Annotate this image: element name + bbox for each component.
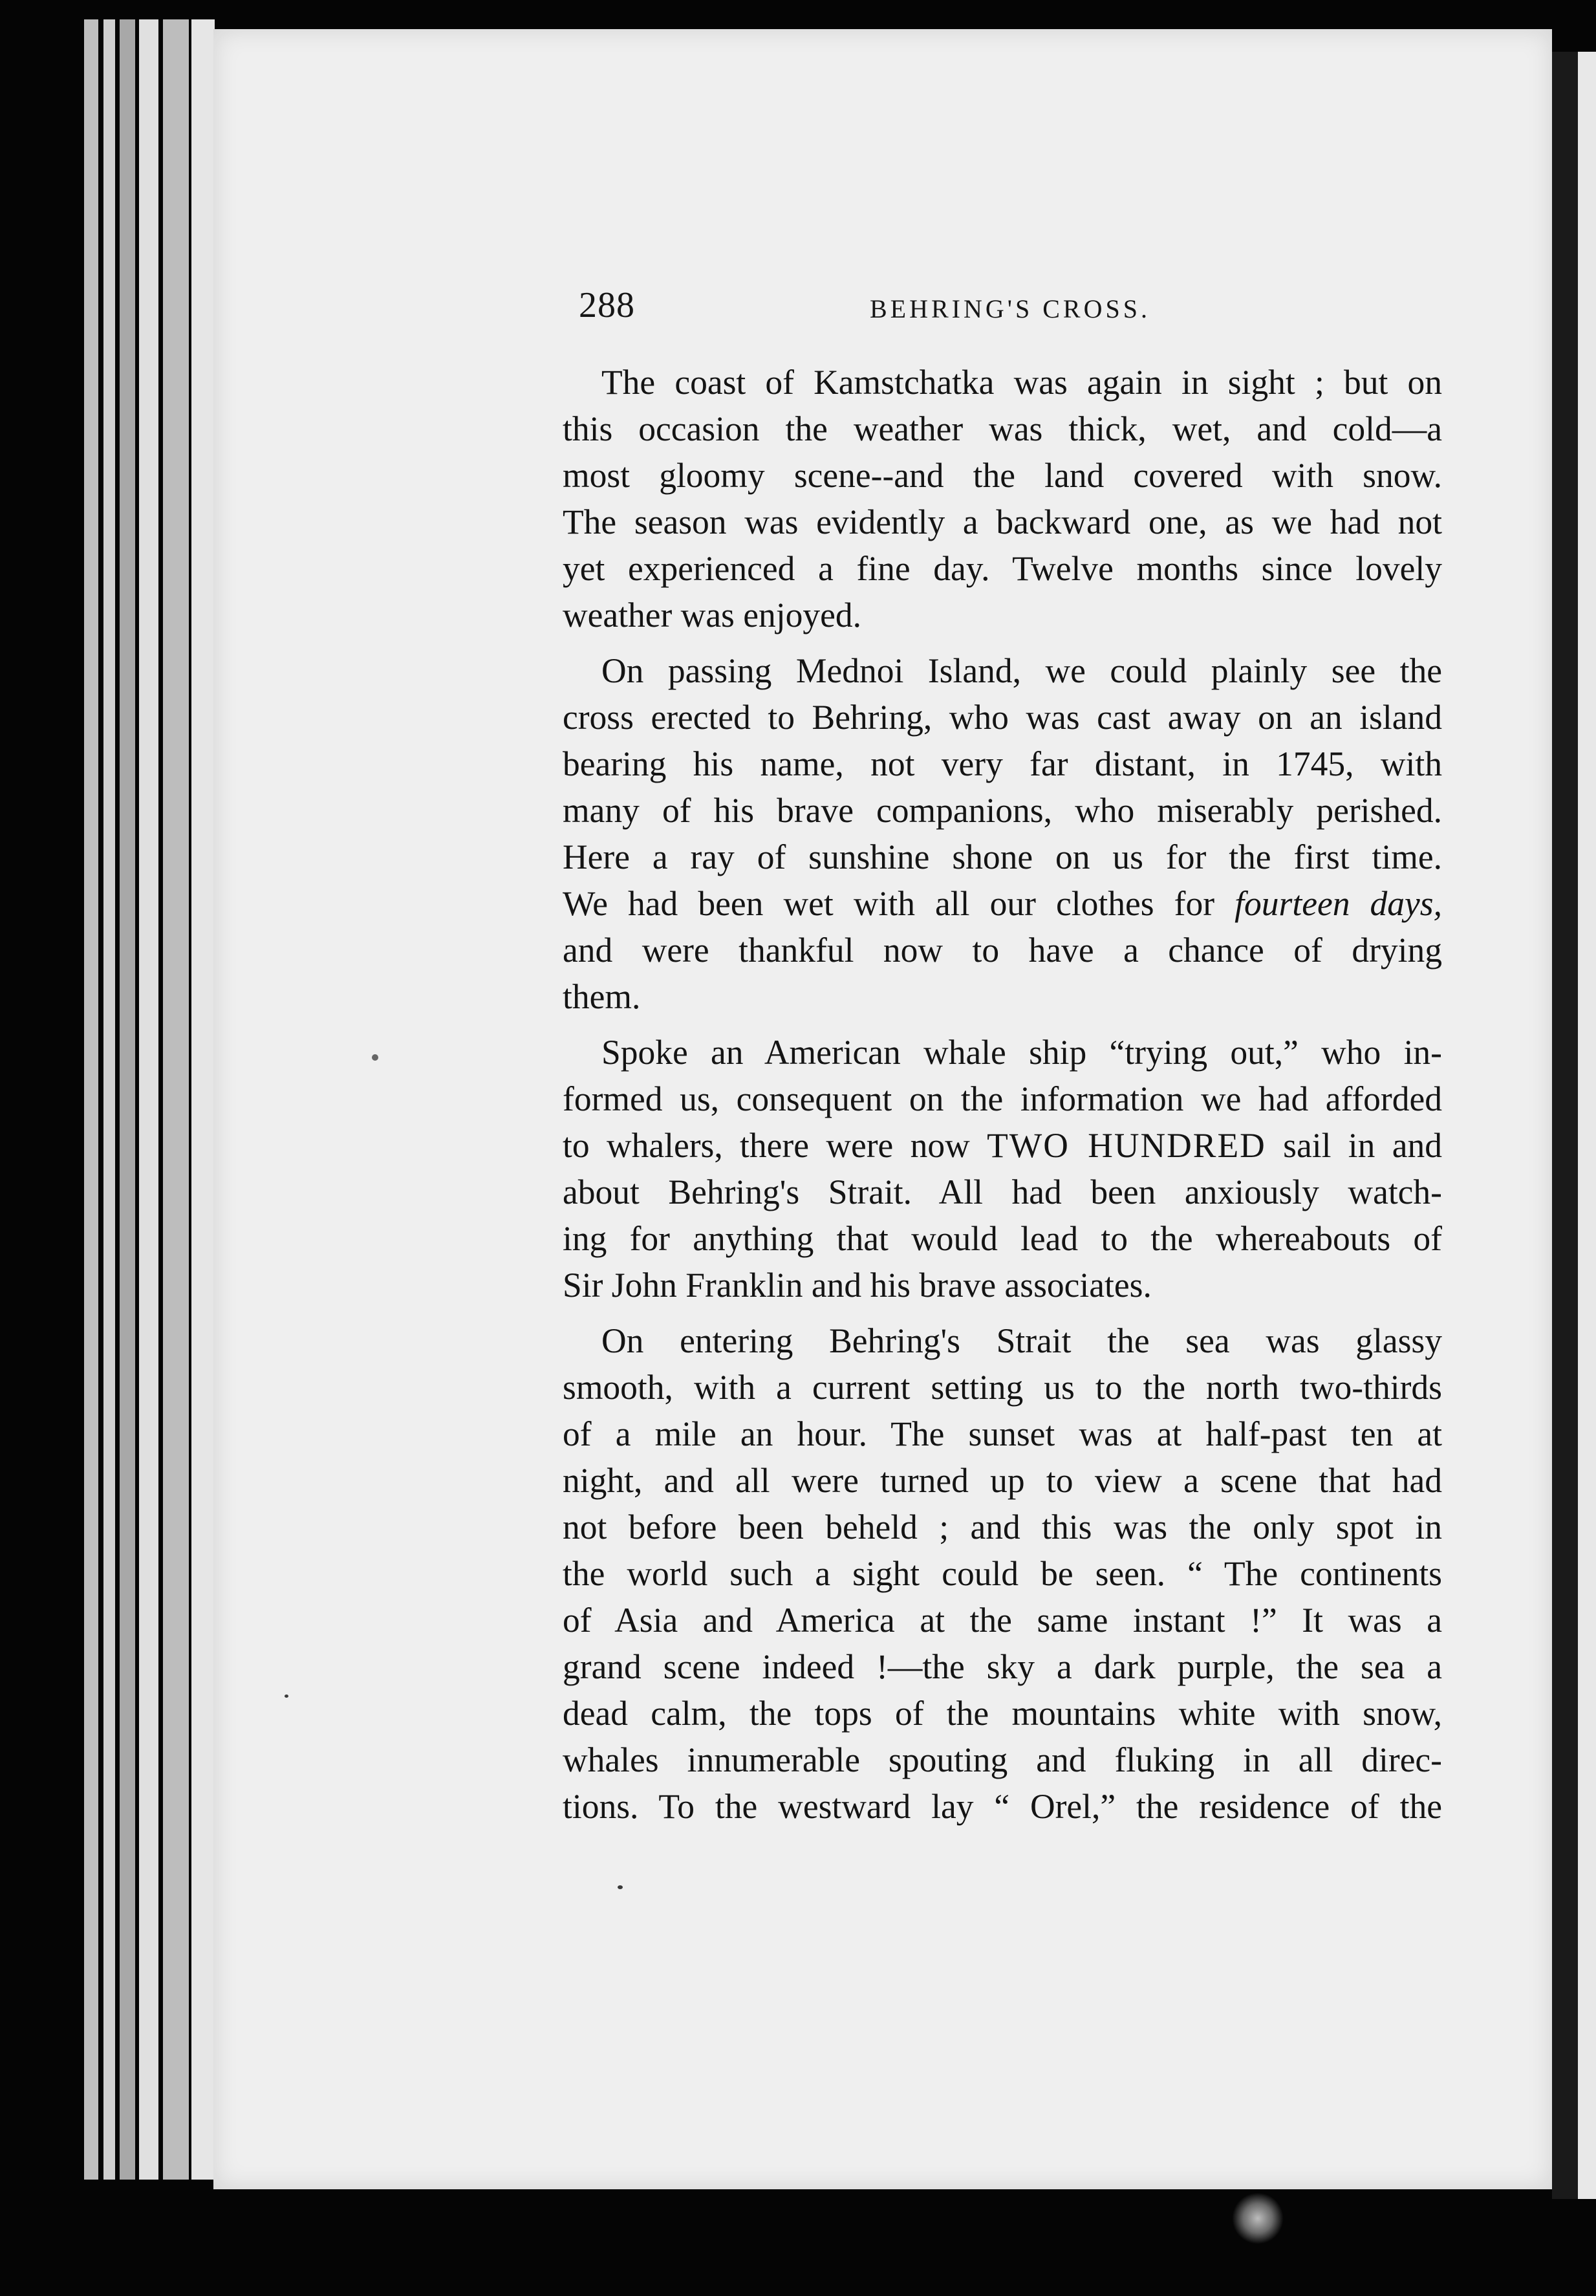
facing-page-edge bbox=[1578, 52, 1596, 2199]
scan-speck bbox=[285, 1695, 288, 1698]
body-text bbox=[563, 359, 1442, 1830]
running-head: BEHRING'S CROSS. bbox=[870, 294, 1150, 323]
text-line: dead calm, the tops of the mountains white with snow, bbox=[563, 1694, 1442, 1733]
text-line: about Behring's Strait. All had been anxiously watch- bbox=[563, 1173, 1442, 1211]
text-line: of a mile an hour. The sunset was at half-past ten at bbox=[563, 1414, 1442, 1453]
scan-speck bbox=[372, 1054, 378, 1061]
text-line: not before been beheld ; and this was the only spot in bbox=[563, 1508, 1442, 1546]
binding-shadow bbox=[1552, 52, 1578, 2199]
paragraph bbox=[563, 1317, 1442, 1830]
page-number: 288 bbox=[579, 285, 635, 325]
text-line: The coast of Kamstchatka was again in sight ; but on bbox=[601, 363, 1442, 402]
text-line: bearing his name, not very far distant, in 1745, with bbox=[563, 744, 1442, 783]
page-edge bbox=[103, 19, 115, 2180]
text-line: Spoke an American whale ship “trying out,” who in- bbox=[601, 1033, 1442, 1072]
text-fragment: sail in and bbox=[1283, 1126, 1443, 1165]
text-line: The season was evidently a backward one, as we had not bbox=[563, 503, 1442, 541]
text-line: many of his brave companions, who miserably perished. bbox=[563, 791, 1442, 830]
page-edge bbox=[139, 19, 158, 2180]
page-edge bbox=[191, 19, 215, 2180]
text-line: and were thankful now to have a chance of drying bbox=[563, 931, 1442, 969]
text-line: most gloomy scene--and the land covered with snow. bbox=[563, 456, 1442, 495]
scan-smudge bbox=[1232, 2193, 1284, 2244]
text-line: smooth, with a current setting us to the north two-thirds bbox=[563, 1368, 1442, 1407]
page-edge bbox=[84, 19, 98, 2180]
page-edge bbox=[120, 19, 135, 2180]
page-edge bbox=[163, 19, 189, 2180]
text-line: Here a ray of sunshine shone on us for the first time. bbox=[563, 838, 1442, 876]
paragraph bbox=[563, 647, 1442, 1020]
text-line: the world such a sight could be seen. “ The continents bbox=[563, 1554, 1442, 1593]
paragraph bbox=[563, 359, 1442, 638]
text-line: whales innumerable spouting and fluking in all direc- bbox=[563, 1740, 1442, 1779]
text-line: On passing Mednoi Island, we could plainly see the bbox=[601, 651, 1442, 690]
text-line: Sir John Franklin and his brave associates. bbox=[563, 1266, 1152, 1305]
text-line: On entering Behring's Strait the sea was glassy bbox=[601, 1321, 1442, 1360]
scan-speck bbox=[618, 1885, 623, 1889]
text-line: night, and all were turned up to view a scene that had bbox=[563, 1461, 1442, 1500]
text-fragment: We had been wet with all our clothes for bbox=[563, 884, 1215, 923]
text-line bbox=[563, 1122, 1442, 1169]
italic-emphasis: fourteen days, bbox=[1235, 884, 1443, 923]
text-line: formed us, consequent on the information we had afforded bbox=[563, 1079, 1442, 1118]
text-line: ing for anything that would lead to the whereabouts of bbox=[563, 1219, 1442, 1258]
text-line: yet experienced a fine day. Twelve months since lovely bbox=[563, 549, 1442, 588]
text-line: tions. To the westward lay “ Orel,” the residence of the bbox=[563, 1787, 1442, 1826]
text-line: weather was enjoyed. bbox=[563, 596, 861, 634]
page-header bbox=[579, 285, 1445, 343]
text-line: grand scene indeed !—the sky a dark purple, the sea a bbox=[563, 1647, 1442, 1686]
text-line: of Asia and America at the same instant !” It was a bbox=[563, 1601, 1442, 1640]
text-fragment: to whalers, there were now bbox=[563, 1126, 970, 1165]
text-line: cross erected to Behring, who was cast away on an island bbox=[563, 698, 1442, 737]
text-line: this occasion the weather was thick, wet, and cold—a bbox=[563, 409, 1442, 448]
text-line bbox=[563, 880, 1442, 927]
text-line: them. bbox=[563, 977, 641, 1016]
small-caps-emphasis: TWO HUNDRED bbox=[987, 1126, 1266, 1165]
paragraph bbox=[563, 1029, 1442, 1308]
